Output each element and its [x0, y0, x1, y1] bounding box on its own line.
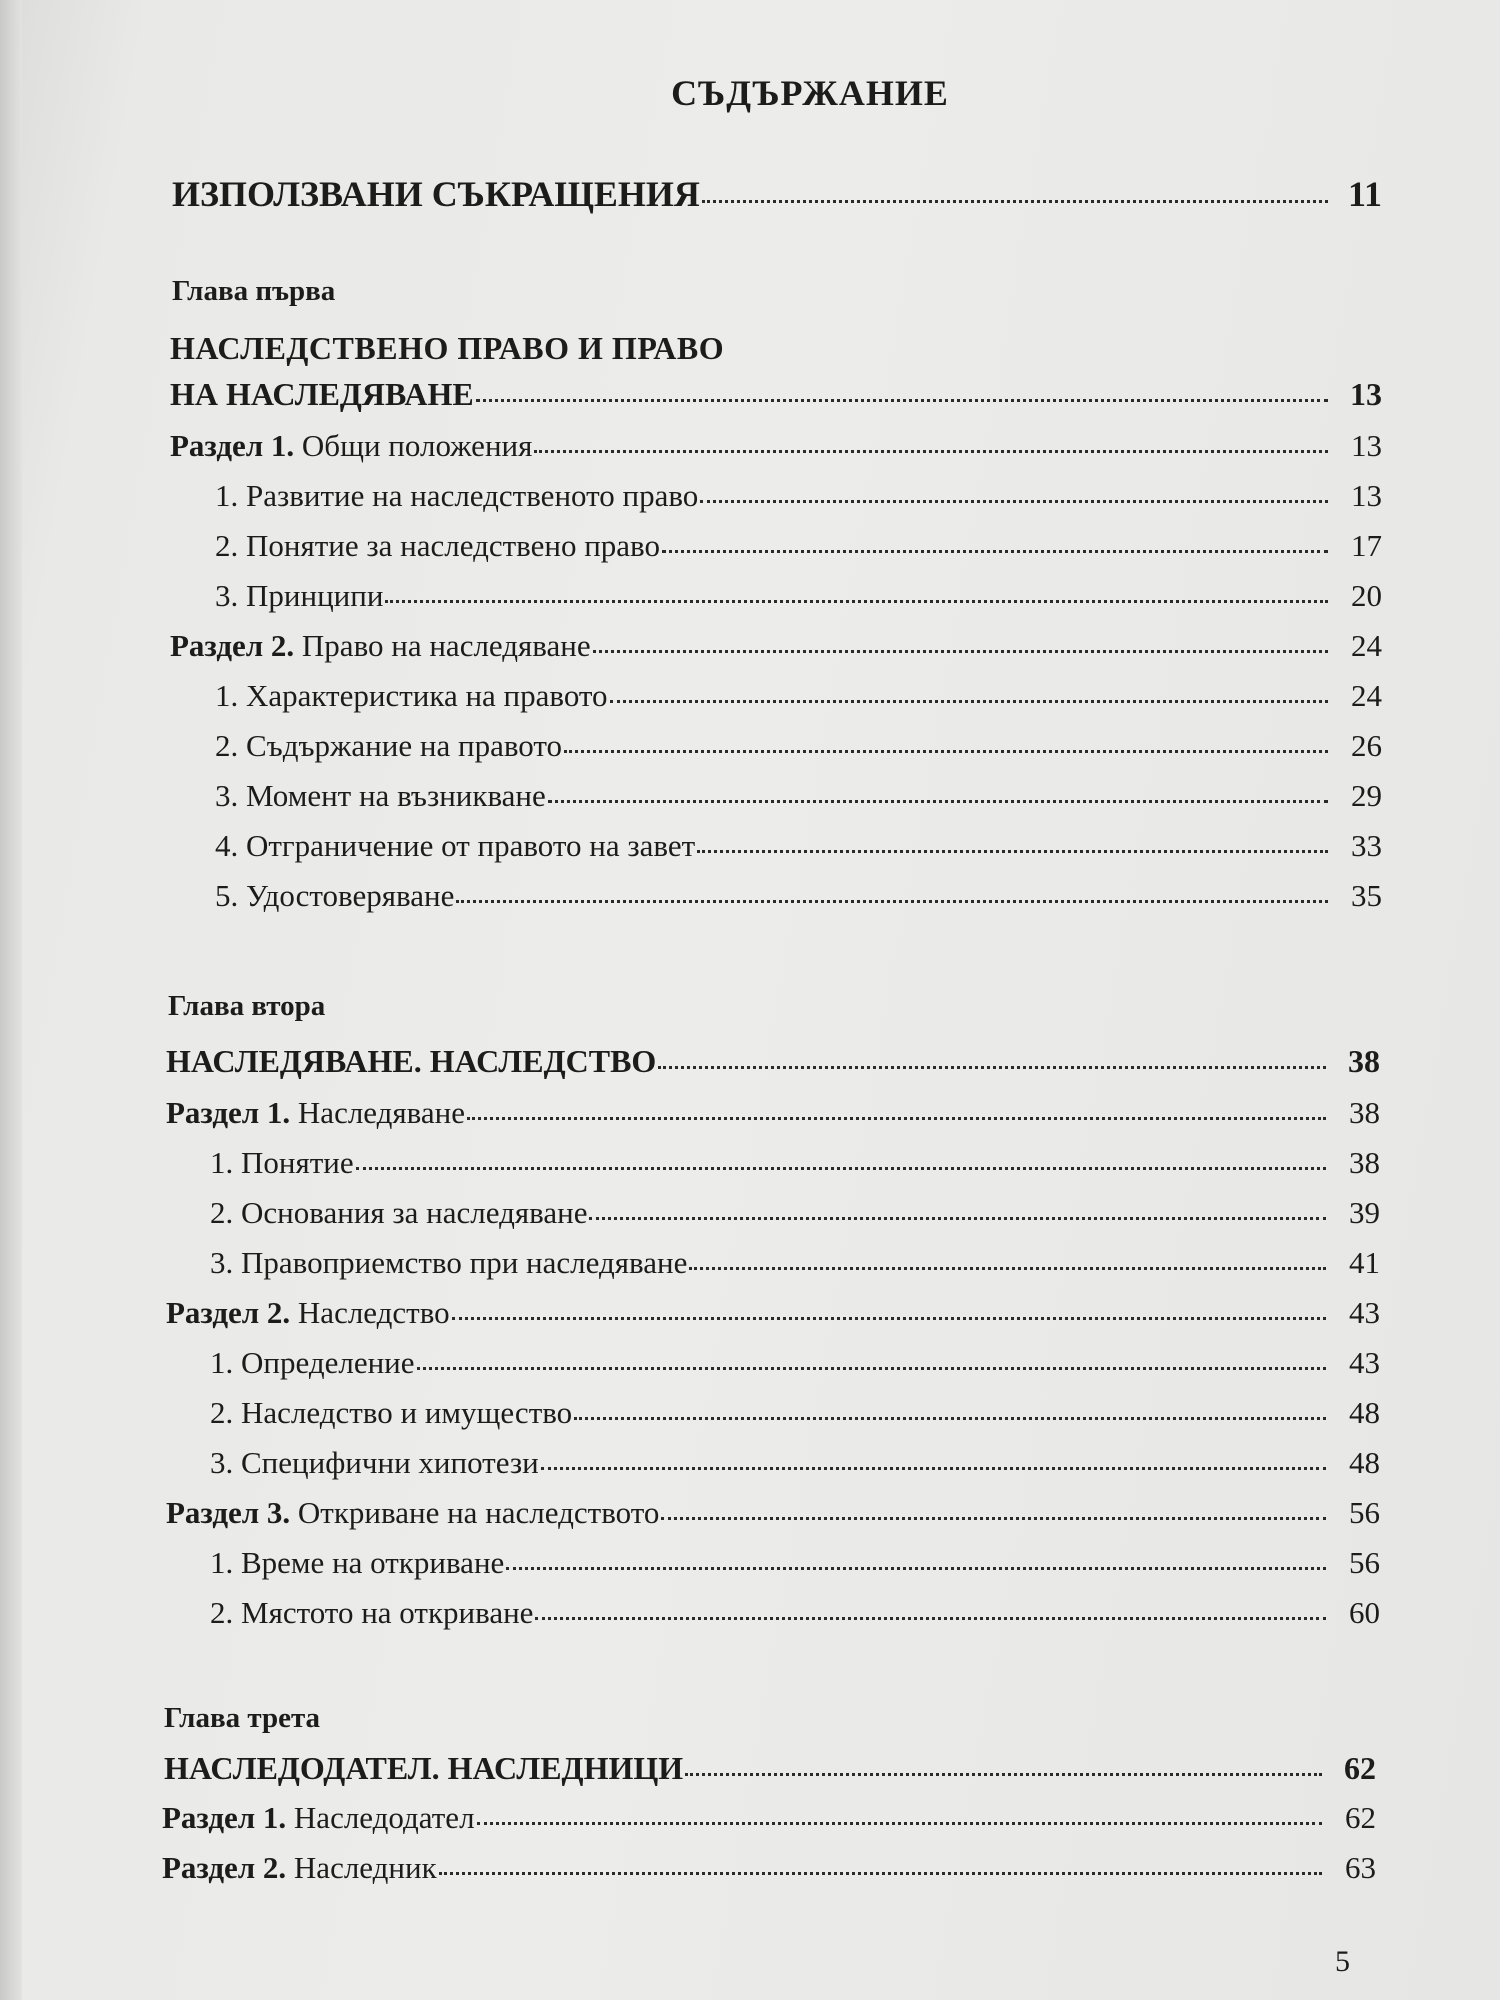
toc-entry-section: Раздел 1. Наследодател 62 — [162, 1800, 1376, 1835]
toc-entry-item: 1. Определение 43 — [210, 1345, 1380, 1380]
dot-leader — [658, 1066, 1326, 1069]
page-edge-shadow — [0, 0, 22, 2000]
dot-leader — [700, 500, 1328, 503]
toc-entry-item: 1. Развитие на наследственото право 13 — [215, 478, 1382, 513]
dot-leader — [661, 1517, 1326, 1520]
dot-leader — [456, 900, 1328, 903]
toc-entry-section: Раздел 2. Право на наследяване 24 — [170, 628, 1382, 663]
toc-entry-item: 3. Принципи 20 — [215, 578, 1382, 613]
dot-leader — [548, 800, 1328, 803]
toc-entry-item: 4. Отграничение от правото на завет 33 — [215, 828, 1382, 863]
toc-entry-item: 5. Удостоверяване 35 — [215, 878, 1382, 913]
toc-entry-section: Раздел 1. Наследяване 38 — [166, 1095, 1380, 1130]
chapter-1-title: НАСЛЕДСТВЕНО ПРАВО И ПРАВО — [170, 330, 725, 366]
dot-leader — [589, 1217, 1326, 1220]
chapter-3-label: Глава трета — [164, 1702, 321, 1734]
dot-leader — [697, 850, 1328, 853]
toc-entry-chapter-1: НА НАСЛЕДЯВАНЕ 13 — [170, 376, 1382, 412]
toc-entry-item: 2. Съдържание на правото 26 — [215, 728, 1382, 763]
toc-entry-item: 2. Мястото на откриване 60 — [210, 1595, 1380, 1630]
toc-entry-chapter-2: НАСЛЕДЯВАНЕ. НАСЛЕДСТВО 38 — [166, 1043, 1380, 1079]
toc-entry-item: 1. Характеристика на правото 24 — [215, 678, 1382, 713]
toc-entry-item: 3. Специфични хипотези 48 — [210, 1445, 1380, 1480]
toc-entry-item: 2. Понятие за наследствено право 17 — [215, 528, 1382, 563]
dot-leader — [467, 1117, 1326, 1120]
dot-leader — [506, 1567, 1326, 1570]
dot-leader — [385, 600, 1328, 603]
dot-leader — [417, 1367, 1326, 1370]
toc-entry-section: Раздел 2. Наследник 63 — [162, 1850, 1376, 1885]
toc-entry-section: Раздел 2. Наследство 43 — [166, 1295, 1380, 1330]
toc-entry-section: Раздел 3. Откриване на наследството 56 — [166, 1495, 1380, 1530]
toc-entry-item: 1. Време на откриване 56 — [210, 1545, 1380, 1580]
dot-leader — [685, 1773, 1322, 1776]
dot-leader — [541, 1467, 1326, 1470]
toc-entry-section: Раздел 1. Общи положения 13 — [170, 428, 1382, 463]
toc-entry-abbreviations: ИЗПОЛЗВАНИ СЪКРАЩЕНИЯ 11 — [172, 174, 1382, 214]
toc-entry-item: 3. Правоприемство при наследяване 41 — [210, 1245, 1380, 1280]
dot-leader — [593, 650, 1328, 653]
chapter-2-label: Глава втора — [168, 990, 326, 1022]
toc-entry-chapter-3: НАСЛЕДОДАТЕЛ. НАСЛЕДНИЦИ 62 — [164, 1750, 1376, 1786]
chapter-1-label: Глава първа — [172, 275, 336, 307]
toc-entry-item: 3. Момент на възникване 29 — [215, 778, 1382, 813]
dot-leader — [574, 1417, 1326, 1420]
dot-leader — [662, 550, 1328, 553]
toc-entry-item: 2. Наследство и имущество 48 — [210, 1395, 1380, 1430]
dot-leader — [477, 1822, 1322, 1825]
dot-leader — [476, 399, 1328, 402]
dot-leader — [534, 450, 1328, 453]
dot-leader — [452, 1317, 1326, 1320]
dot-leader — [535, 1617, 1326, 1620]
dot-leader — [689, 1267, 1326, 1270]
dot-leader — [356, 1167, 1326, 1170]
toc-entry-item: 2. Основания за наследяване 39 — [210, 1195, 1380, 1230]
page-number: 5 — [1335, 1945, 1350, 1978]
dot-leader — [564, 750, 1328, 753]
toc-title: СЪДЪРЖАНИЕ — [671, 73, 949, 113]
toc-entry-item: 1. Понятие 38 — [210, 1145, 1380, 1180]
dot-leader — [702, 200, 1328, 203]
dot-leader — [439, 1872, 1322, 1875]
dot-leader — [610, 700, 1328, 703]
